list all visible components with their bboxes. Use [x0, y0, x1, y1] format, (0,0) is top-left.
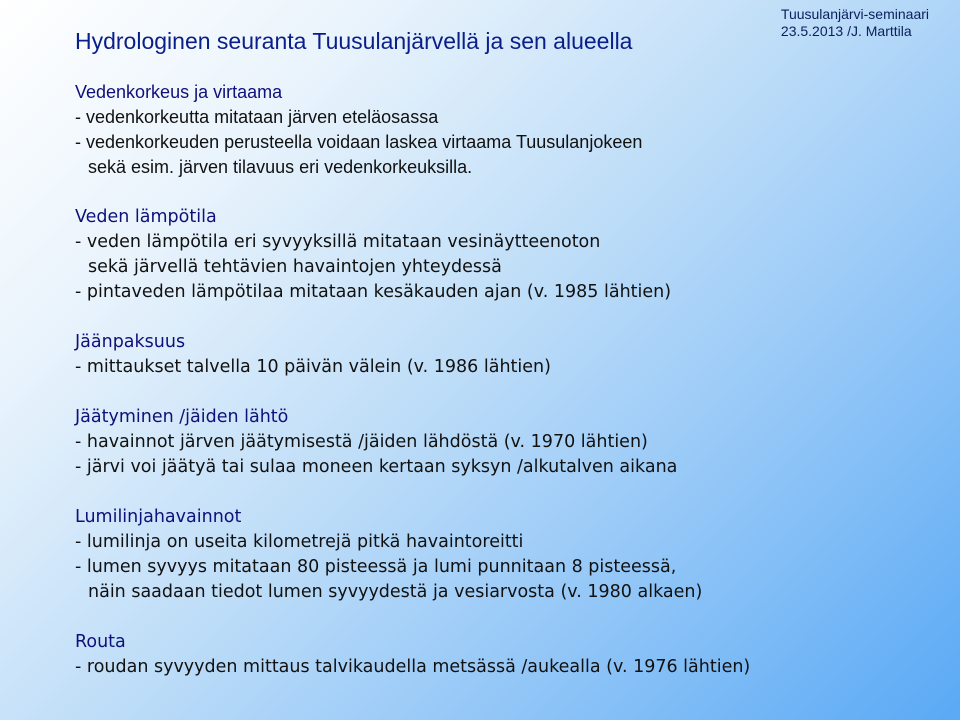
snow-line-line-2: - lumen syvyys mitataan 80 pisteessä ja lumi punnitaan 8 pisteessä, [75, 557, 677, 577]
freezing-line-2: - järvi voi jäätyä tai sulaa moneen kertaan syksyn /alkutalven aikana [75, 457, 678, 477]
water-temperature-line-2: sekä järvellä tehtävien havaintojen yhteydessä [88, 257, 502, 277]
spacer [75, 305, 935, 330]
section-ice-thickness [75, 330, 935, 380]
water-temperature-line-3: - pintaveden lämpötilaa mitataan kesäkauden ajan (v. 1985 lähtien) [75, 282, 672, 302]
section-heading-ice-thickness: Jäänpaksuus [75, 332, 186, 352]
section-water-level [75, 80, 935, 180]
snow-line-line-3: näin saadaan tiedot lumen syvyydestä ja vesiarvosta (v. 1980 alkaen) [88, 582, 703, 602]
section-heading-water-temperature: Veden lämpötila [75, 207, 217, 227]
snow-line-line-1: - lumilinja on useita kilometrejä pitkä havaintoreitti [75, 532, 524, 552]
spacer [75, 180, 935, 205]
water-level-line-3: sekä esim. järven tilavuus eri vedenkorkeuksilla. [88, 157, 473, 177]
water-temperature-line-1: - veden lämpötila eri syvyyksillä mitataan vesinäytteenoton [75, 232, 601, 252]
frost-line-1: - roudan syvyyden mittaus talvikaudella metsässä /aukealla (v. 1976 lähtien) [75, 657, 751, 677]
section-water-temperature [75, 205, 935, 305]
water-level-line-2: - vedenkorkeuden perusteella voidaan laskea virtaama Tuusulanjokeen [75, 132, 643, 152]
section-heading-freezing: Jäätyminen /jäiden lähtö [75, 407, 289, 427]
section-snow-line [75, 505, 935, 605]
water-level-line-1: - vedenkorkeutta mitataan järven eteläosassa [75, 107, 439, 127]
header-note-date-author: 23.5.2013 /J. Marttila [780, 23, 912, 39]
spacer [75, 480, 935, 505]
section-frost [75, 630, 935, 680]
section-heading-frost: Routa [75, 632, 126, 652]
freezing-line-1: - havainnot järven jäätymisestä /jäiden lähdöstä (v. 1970 lähtien) [75, 432, 648, 452]
spacer [75, 605, 935, 630]
slide-content [75, 80, 935, 680]
header-note [781, 6, 929, 40]
section-heading-water-level: Vedenkorkeus ja virtaama [75, 82, 283, 102]
spacer [75, 380, 935, 405]
section-freezing [75, 405, 935, 480]
header-note-seminar: Tuusulanjärvi-seminaari [780, 6, 929, 22]
ice-thickness-line-1: - mittaukset talvella 10 päivän välein (v. 1986 lähtien) [75, 357, 551, 377]
slide-title: Hydrologinen seuranta Tuusulanjärvellä ja sen alueella [75, 28, 633, 54]
section-heading-snow-line: Lumilinjahavainnot [75, 507, 242, 527]
